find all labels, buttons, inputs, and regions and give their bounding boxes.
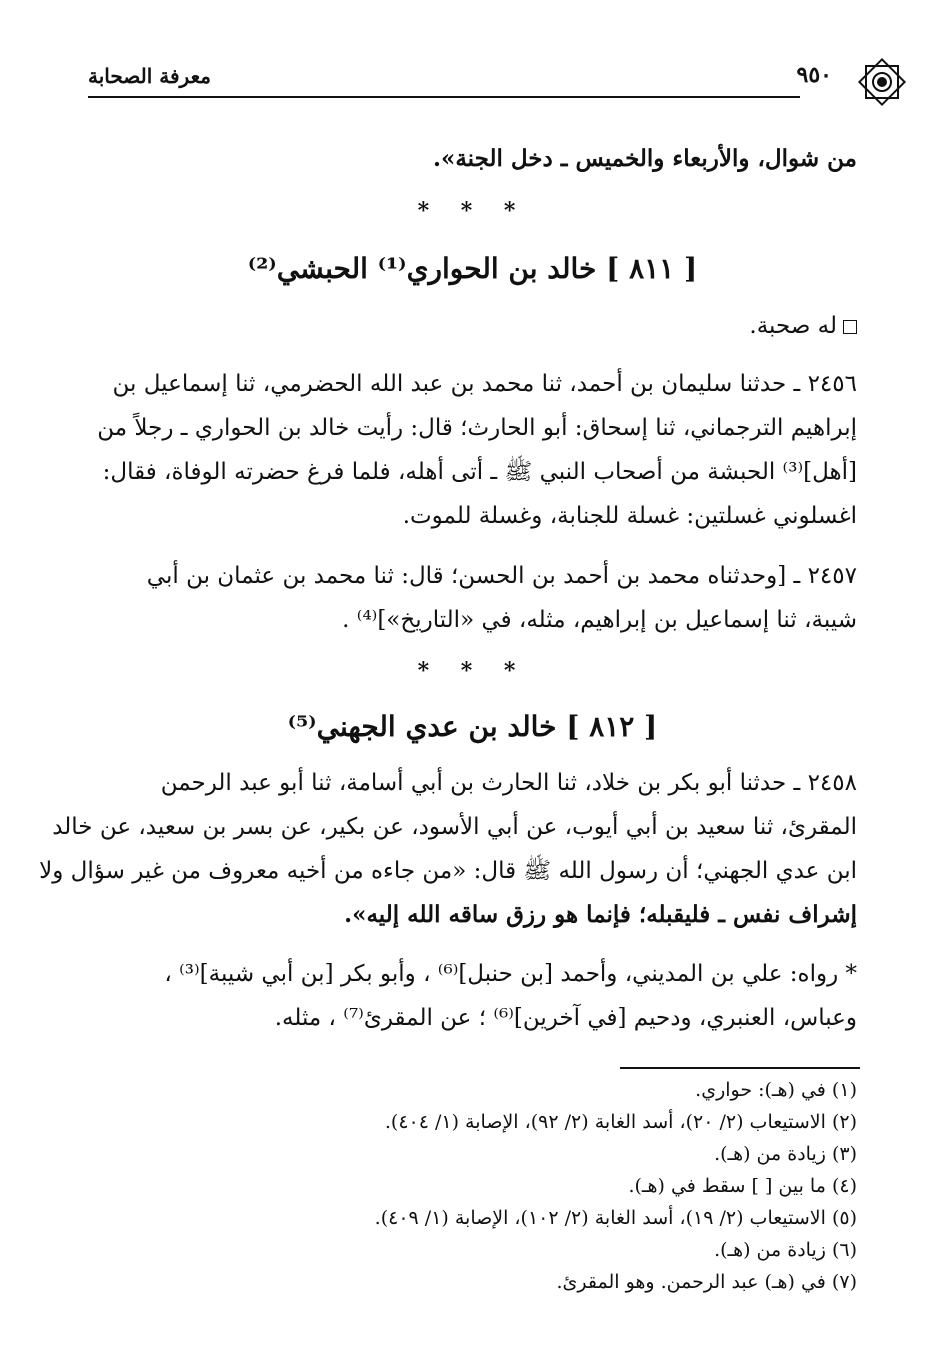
hadith-2458-line: ٢٤٥٨ ـ حدثنا أبو بكر بن خلاد، ثنا الحارث بن أبي أسامة، ثنا أبو عبد الرحمن xyxy=(160,770,857,796)
riwaya-line: وعباس، العنبري، ودحيم [في آخرين]⁽⁶⁾ ؛ عن المقرئ⁽⁷⁾ ، مثله. xyxy=(274,1005,857,1031)
hadith-2457-line: شيبة، ثنا إسماعيل بن إبراهيم، مثله، في «التاريخ»]⁽⁴⁾ . xyxy=(342,607,857,633)
footnote: (٦) زيادة من (هـ). xyxy=(714,1239,857,1261)
hadith-2458-line: ابن عدي الجهني؛ أن رسول الله ﷺ قال: «من جاءه من أخيه معروف من غير سؤال ولا xyxy=(39,858,857,884)
footnote-rule xyxy=(620,1067,860,1069)
hadith-2458-line: المقرئ، ثنا سعيد بن أبي أيوب، عن أبي الأسود، عن بكير، عن بسر بن سعيد، عن خالد xyxy=(52,814,857,840)
octagram-ornament-icon xyxy=(854,54,910,110)
section-separator: * * * xyxy=(417,658,528,684)
footnote: (٥) الاستيعاب (٢/ ١٩)، أسد الغابة (٢/ ١٠٢)، الإصابة (١/ ٤٠٩). xyxy=(374,1207,857,1229)
hadith-2457-line: ٢٤٥٧ ـ [وحدثناه محمد بن أحمد بن الحسن؛ قال: ثنا محمد بن عثمان بن أبي xyxy=(146,563,857,589)
page-number: ٩٥٠ xyxy=(796,62,832,88)
hadith-2456-line: ٢٤٥٦ ـ حدثنا سليمان بن أحمد، ثنا محمد بن عبد الله الحضرمي، ثنا إسماعيل بن xyxy=(112,371,857,397)
riwaya-line: * رواه: علي بن المديني، وأحمد [بن حنبل]⁽⁶⁾ ، وأبو بكر [بن أبي شيبة]⁽³⁾ ، xyxy=(164,961,857,987)
footnote: (٢) الاستيعاب (٢/ ٢٠)، أسد الغابة (٢/ ٩٢)، الإصابة (١/ ٤٠٤). xyxy=(384,1111,857,1133)
entry-heading-812: [ ٨١٢ ] خالد بن عدي الجهني⁽⁵⁾ xyxy=(287,710,658,743)
footnote: (٤) ما بين [ ] سقط في (هـ). xyxy=(628,1175,857,1197)
footnote: (١) في (هـ): حواري. xyxy=(695,1079,857,1101)
note-line xyxy=(96,310,857,342)
note-text: له صحبة. xyxy=(749,313,837,339)
footnote: (٣) زيادة من (هـ). xyxy=(714,1143,857,1165)
section-separator: * * * xyxy=(417,198,528,224)
hadith-2456-line: إبراهيم الترجماني، ثنا إسحاق: أبو الحارث؛ قال: رأيت خالد بن الحواري ـ رجلاً من xyxy=(97,415,857,441)
hadith-2458-line: إشراف نفس ـ فليقبله؛ فإنما هو رزق ساقه الله إليه». xyxy=(344,901,857,928)
square-bullet-icon xyxy=(843,320,857,334)
hadith-2456-line: [أهل]⁽³⁾ الحبشة من أصحاب النبي ﷺ ـ أتى أهله، فلما فرغ حضرته الوفاة، فقال: xyxy=(102,459,857,485)
book-title: معرفة الصحابة xyxy=(88,64,211,88)
text-line: من شوال، والأربعاء والخميس ـ دخل الجنة». xyxy=(432,145,857,172)
entry-heading-811: [ ٨١١ ] خالد بن الحواري⁽¹⁾ الحبشي⁽²⁾ xyxy=(247,252,698,285)
header-rule xyxy=(88,96,800,98)
footnote: (٧) في (هـ) عبد الرحمن. وهو المقرئ. xyxy=(556,1271,857,1293)
hadith-2456-line: اغسلوني غسلتين: غسلة للجنابة، وغسلة للموت. xyxy=(402,503,857,529)
